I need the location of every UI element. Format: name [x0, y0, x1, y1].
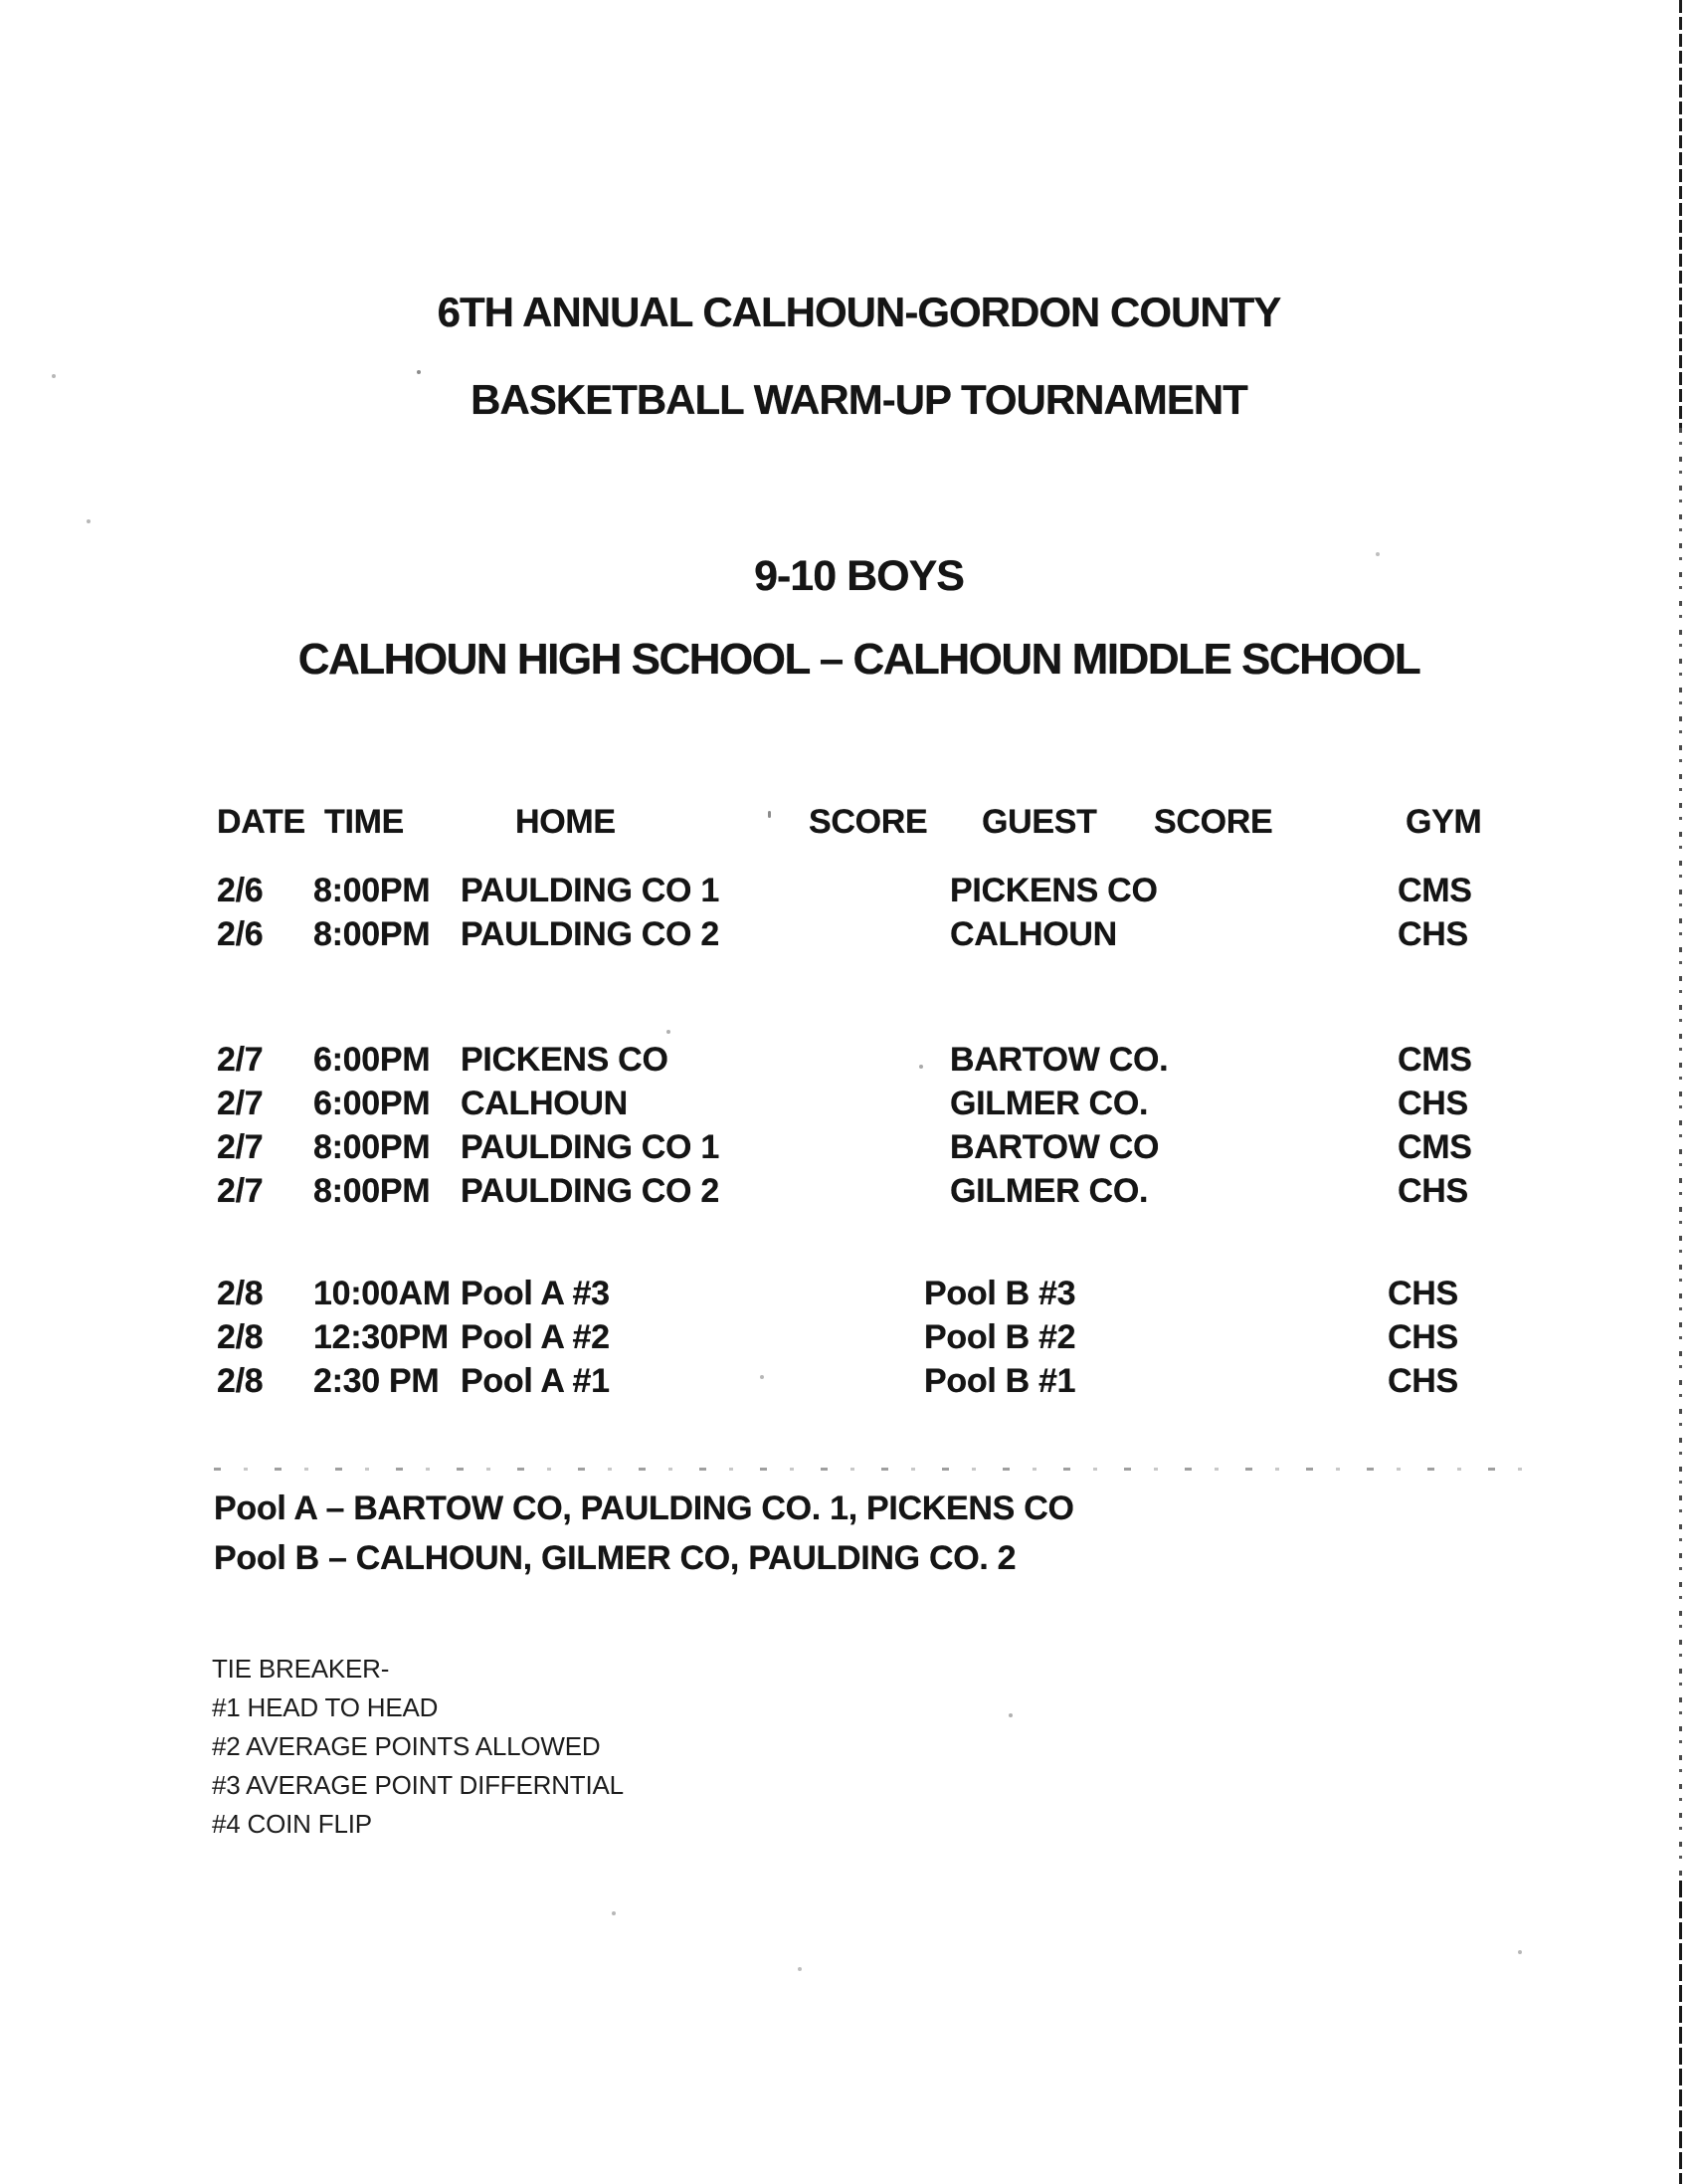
schedule-row	[217, 869, 1547, 912]
row-gym: CHS	[1398, 1085, 1468, 1122]
row-time: 6:00PM	[313, 1085, 431, 1122]
row-date: 2/6	[217, 915, 264, 953]
schedule-row	[217, 1272, 1547, 1315]
row-date: 2/8	[217, 1362, 264, 1400]
schedule-row	[217, 912, 1547, 956]
row-guest: Pool B #3	[924, 1275, 1076, 1312]
scan-speck	[1518, 1950, 1522, 1954]
row-date: 2/7	[217, 1128, 264, 1166]
row-guest: GILMER CO.	[950, 1085, 1149, 1122]
row-gym: CMS	[1398, 1041, 1472, 1079]
col-header-home: HOME	[515, 803, 616, 841]
row-gym: CHS	[1398, 1172, 1468, 1210]
row-time: 8:00PM	[313, 872, 431, 909]
row-gym: CMS	[1398, 872, 1472, 909]
row-score-guest	[1154, 1082, 1398, 1125]
row-score-guest	[1154, 1038, 1398, 1082]
row-home: PAULDING CO 2	[461, 915, 719, 953]
scan-speck	[666, 1030, 670, 1034]
tiebreaker-section	[212, 1650, 624, 1844]
tiebreaker-item: #1 HEAD TO HEAD	[212, 1692, 439, 1722]
row-home: Pool A #2	[461, 1318, 610, 1356]
col-header-gym: GYM	[1406, 803, 1482, 841]
scan-speck	[1009, 1713, 1013, 1717]
tournament-title-line1: 6TH ANNUAL CALHOUN-GORDON COUNTY	[437, 289, 1281, 335]
schedule-group	[217, 1038, 1547, 1213]
pool-assignments	[214, 1484, 1074, 1583]
scan-speck	[798, 1967, 802, 1971]
schedule-row	[217, 1315, 1547, 1359]
row-date: 2/7	[217, 1085, 264, 1122]
row-score-home	[809, 1125, 950, 1169]
row-time: 12:30PM	[313, 1318, 449, 1356]
tiebreaker-item: #4 COIN FLIP	[212, 1809, 372, 1839]
scan-speck	[612, 1911, 616, 1915]
dotted-separator-line	[214, 1468, 1539, 1471]
col-header-date: DATE	[217, 803, 305, 841]
schedule-row	[217, 1169, 1547, 1213]
row-guest: Pool B #1	[924, 1362, 1076, 1400]
col-header-score-guest: SCORE	[1154, 803, 1273, 841]
col-header-score-home: SCORE	[809, 803, 928, 841]
row-gym: CHS	[1398, 915, 1468, 953]
tiebreaker-item: #3 AVERAGE POINT DIFFERNTIAL	[212, 1770, 624, 1800]
tiebreaker-item: #2 AVERAGE POINTS ALLOWED	[212, 1731, 601, 1761]
scan-speck	[52, 374, 56, 378]
row-home: PAULDING CO 1	[461, 872, 719, 909]
row-gym: CHS	[1388, 1275, 1458, 1312]
row-home: PICKENS CO	[461, 1041, 668, 1079]
row-guest: BARTOW CO.	[950, 1041, 1169, 1079]
row-home: Pool A #1	[461, 1362, 610, 1400]
row-date: 2/8	[217, 1275, 264, 1312]
scan-speck	[417, 370, 421, 374]
row-home: PAULDING CO 2	[461, 1172, 719, 1210]
row-date: 2/8	[217, 1318, 264, 1356]
schedule-row	[217, 1038, 1547, 1082]
row-score-guest	[1154, 1272, 1398, 1315]
row-score-home	[809, 1082, 950, 1125]
row-guest: BARTOW CO	[950, 1128, 1160, 1166]
row-score-home	[809, 1038, 950, 1082]
scan-speck	[87, 519, 91, 523]
row-gym: CHS	[1388, 1318, 1458, 1356]
row-guest: Pool B #2	[924, 1318, 1076, 1356]
row-guest: GILMER CO.	[950, 1172, 1149, 1210]
row-score-guest	[1154, 1359, 1398, 1403]
scan-speck	[768, 811, 771, 818]
pool-b-line: Pool B – CALHOUN, GILMER CO, PAULDING CO. 2	[214, 1539, 1017, 1577]
tiebreaker-heading: TIE BREAKER-	[212, 1654, 390, 1684]
row-time: 2:30 PM	[313, 1362, 440, 1400]
row-score-guest	[1154, 1125, 1398, 1169]
venues-heading: CALHOUN HIGH SCHOOL – CALHOUN MIDDLE SCHOOL	[297, 635, 1420, 684]
tournament-title-line2: BASKETBALL WARM-UP TOURNAMENT	[471, 376, 1247, 423]
row-guest: PICKENS CO	[950, 872, 1158, 909]
schedule-row	[217, 1082, 1547, 1125]
schedule-row	[217, 1359, 1547, 1403]
scan-speck	[919, 1065, 923, 1069]
row-time: 8:00PM	[313, 1172, 431, 1210]
row-score-home	[809, 912, 950, 956]
scan-artifact-edge-line	[1679, 0, 1682, 428]
schedule-group	[217, 869, 1547, 956]
row-guest: CALHOUN	[950, 915, 1117, 953]
row-home: PAULDING CO 1	[461, 1128, 719, 1166]
row-time: 10:00AM	[313, 1275, 451, 1312]
row-score-home	[809, 1169, 950, 1213]
row-time: 8:00PM	[313, 1128, 431, 1166]
scan-artifact-edge-line	[1679, 428, 1682, 1881]
row-score-home	[809, 869, 950, 912]
row-score-guest	[1154, 869, 1398, 912]
division-heading: 9-10 BOYS	[754, 552, 964, 600]
row-gym: CHS	[1388, 1362, 1458, 1400]
row-score-guest	[1154, 912, 1398, 956]
pool-a-line: Pool A – BARTOW CO, PAULDING CO. 1, PICKENS CO	[214, 1489, 1074, 1527]
col-header-guest: GUEST	[982, 803, 1097, 841]
row-date: 2/6	[217, 872, 264, 909]
row-score-guest	[1154, 1169, 1398, 1213]
row-date: 2/7	[217, 1041, 264, 1079]
row-date: 2/7	[217, 1172, 264, 1210]
scan-speck	[1376, 552, 1380, 556]
row-gym: CMS	[1398, 1128, 1472, 1166]
schedule-row	[217, 1125, 1547, 1169]
row-time: 6:00PM	[313, 1041, 431, 1079]
scan-artifact-edge-line	[1679, 1881, 1682, 2184]
row-score-guest	[1154, 1315, 1398, 1359]
schedule-header-row	[217, 800, 1547, 844]
row-time: 8:00PM	[313, 915, 431, 953]
schedule-group	[217, 1272, 1547, 1403]
row-home: Pool A #3	[461, 1275, 610, 1312]
row-home: CALHOUN	[461, 1085, 628, 1122]
scan-speck	[760, 1375, 764, 1379]
col-header-time: TIME	[324, 803, 405, 841]
